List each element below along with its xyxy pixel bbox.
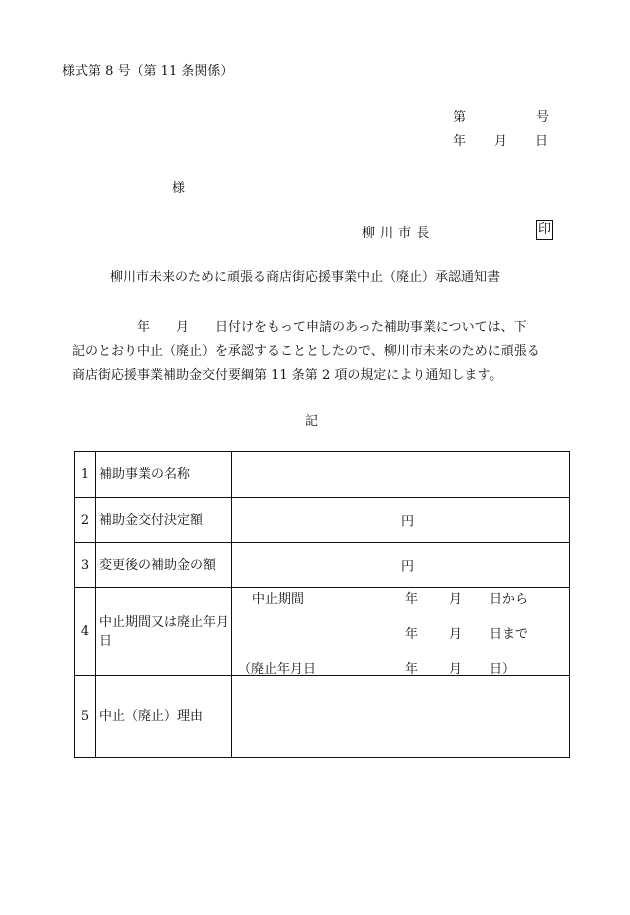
body-line: 記のとおり中止（廃止）を承認することとしたので、柳川市未来のために頑張る: [72, 344, 540, 359]
date-month: 月: [494, 134, 508, 149]
form-number: 様式第 8 号（第 11 条関係）: [62, 64, 234, 79]
body-paragraph: [72, 316, 564, 388]
table-row: [75, 498, 570, 543]
changed-amount-field[interactable]: [232, 543, 570, 588]
doc-number-suffix: 号: [536, 110, 550, 125]
issuer-name: 柳 川 市 長: [362, 226, 430, 241]
row-label: 補助事業の名称: [96, 452, 232, 498]
body-line: 年 月 日付けをもって申請のあった補助事業については、下: [72, 320, 527, 335]
to-year: 年: [405, 627, 419, 642]
document-number-line: [453, 106, 549, 125]
document-title: 柳川市未来のために頑張る商店街応援事業中止（廃止）承認通知書: [110, 270, 501, 285]
ki-heading: 記: [305, 414, 319, 429]
row-label: 中止（廃止）理由: [96, 676, 232, 758]
row-number: 3: [75, 543, 96, 588]
abolish-month: 月: [449, 662, 463, 677]
to-day: 日まで: [489, 627, 529, 642]
table-row: [75, 452, 570, 498]
row-label: 変更後の補助金の額: [96, 543, 232, 588]
period-label: 中止期間: [252, 592, 305, 607]
from-year: 年: [405, 592, 419, 607]
body-line: 商店街応援事業補助金交付要綱第 11 条第 2 項の規定により通知します。: [72, 368, 503, 383]
abolish-year: 年: [405, 662, 419, 677]
project-name-field[interactable]: [232, 452, 570, 498]
date-year: 年: [453, 134, 467, 149]
yen-unit: 円: [401, 559, 415, 575]
table-row: [75, 543, 570, 588]
from-day: 日から: [489, 592, 529, 607]
table-row: [75, 588, 570, 676]
date-line: [453, 130, 548, 149]
from-month: 月: [449, 592, 463, 607]
abolish-label: （廃止年月日: [238, 662, 317, 677]
abolish-day: 日）: [489, 662, 516, 677]
row-label: 中止期間又は廃止年月日: [96, 588, 232, 676]
decided-amount-field[interactable]: [232, 498, 570, 543]
row-number: 5: [75, 676, 96, 758]
row-number: 1: [75, 452, 96, 498]
yen-unit: 円: [401, 514, 415, 530]
suspension-period-field[interactable]: [232, 588, 570, 676]
doc-number-prefix: 第: [453, 110, 467, 125]
addressee-suffix: 様: [172, 181, 186, 196]
row-number: 2: [75, 498, 96, 543]
date-day: 日: [535, 134, 549, 149]
to-month: 月: [449, 627, 463, 642]
row-number: 4: [75, 588, 96, 676]
table-row: [75, 676, 570, 758]
details-table: [74, 451, 570, 758]
row-label: 補助金交付決定額: [96, 498, 232, 543]
seal-stamp: 印: [536, 220, 553, 240]
reason-field[interactable]: [232, 676, 570, 758]
